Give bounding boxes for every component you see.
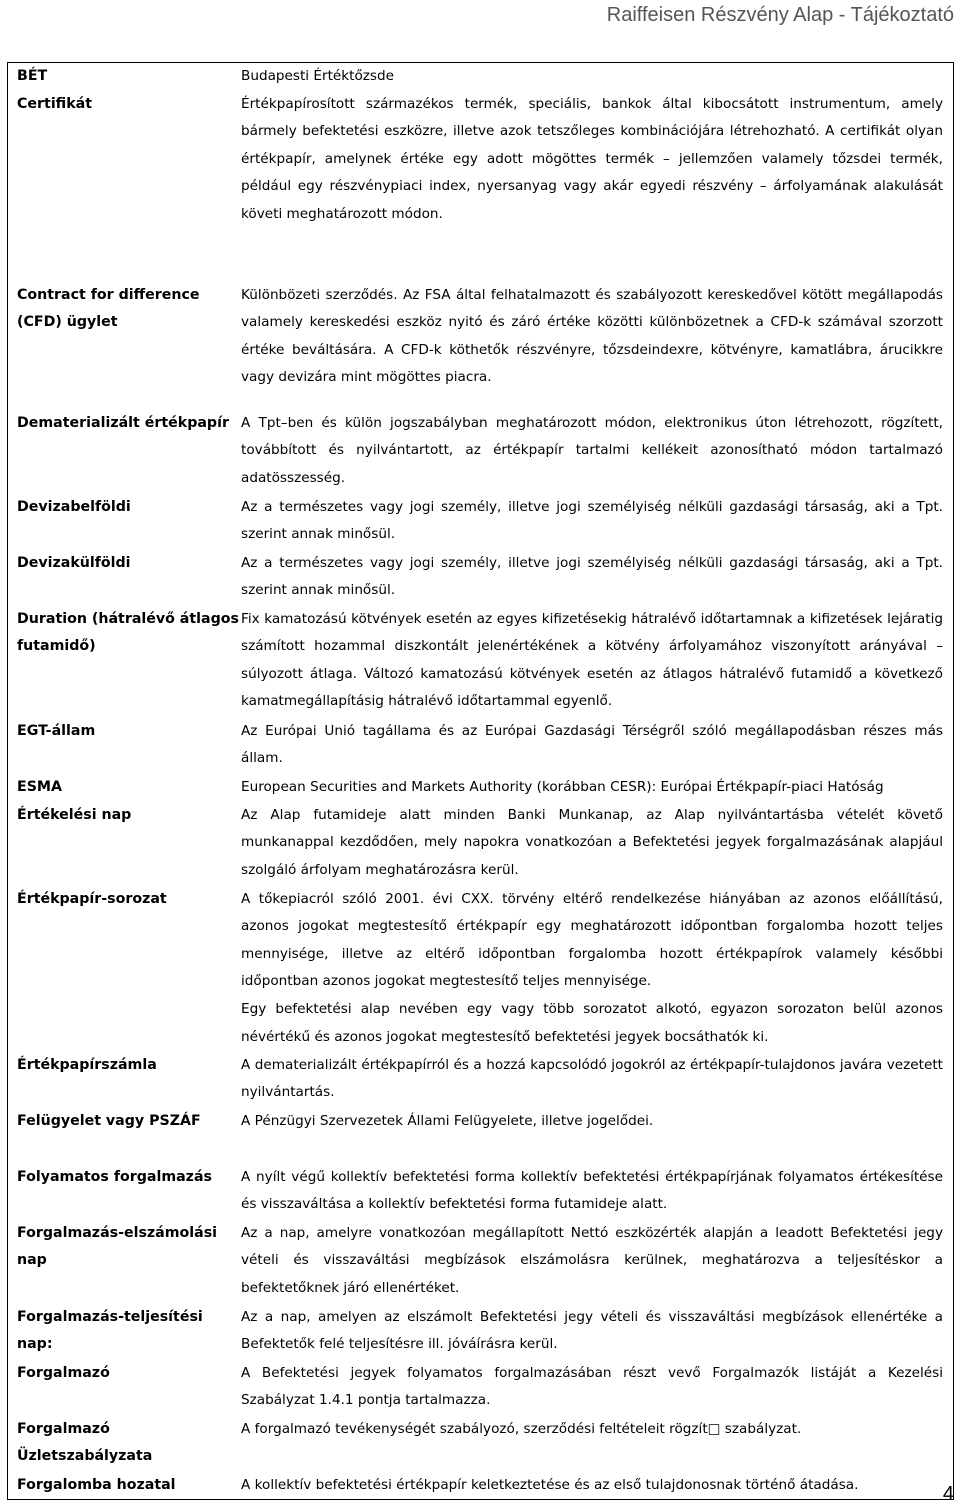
glossary-definition — [239, 886, 954, 1052]
glossary-definition: European Securities and Markets Authority (korábban CESR): Európai Értékpapír-piaci Hatóság — [241, 778, 884, 795]
glossary-term: Forgalmazó Üzletszabályzata — [17, 1420, 153, 1465]
glossary-definition: Az Alap futamideje alatt minden Banki Munkanap, az Alap nyilvántartásba vételét követő munkanappal kezdődően, mely napokra vonatkozóan a Befektetési jegyek forgalmazásának alapjául szolgáló árfolyam meghatározásra kerül. — [241, 806, 943, 878]
glossary-term: Folyamatos forgalmazás — [17, 1168, 212, 1185]
glossary-row — [8, 550, 954, 606]
glossary-term: Forgalmazás-elszámolási nap — [17, 1224, 218, 1269]
glossary-row — [8, 410, 954, 494]
glossary-definition: Fix kamatozású kötvények esetén az egyes kifizetésekig hátralévő időtartamnak a kifizetések lejáratig számított hozammal diszkontált jelenértékének a kötvény árfolyamához viszonyított arányával – súlyozott átlaga. Változó kamatozású kötvények esetén az átlagos hátralévő futamidő a következő kamatmegállapításig hátralévő időtartammal egyenlő. — [241, 610, 943, 710]
glossary-term: Dematerializált értékpapír — [17, 414, 229, 431]
glossary-row — [8, 606, 954, 718]
glossary-row — [8, 1220, 954, 1304]
glossary-definition-paragraph: Egy befektetési alap nevében egy vagy több sorozatot alkotó, egyazon sorozaton belül azonos névértékű és azonos jogokat megtestesítő befektetési jegyek bocsáthatók ki. — [241, 1000, 943, 1045]
glossary-definition: Különbözeti szerződés. Az FSA által felhatalmazott és szabályozott kereskedővel kötött megállapodás valamely kereskedési eszköz nyitó és záró értéke közötti különbözetnek a CFD-k számával szorzott értéke beváltására. A CFD-k köthetők részvényre, tőzsdeindexre, kötvényre, kamatlábra, árucikkre vagy devizára mint mögöttes piacra. — [241, 286, 943, 386]
glossary-row — [8, 1164, 954, 1220]
glossary-row — [8, 1304, 954, 1360]
glossary-row — [8, 91, 954, 282]
glossary-row — [8, 886, 954, 1052]
glossary-definition: Az a nap, amelyen az elszámolt Befektetési jegy vételi és visszaváltási megbízások ellenértéke a Befektetők felé teljesítésre ill. jóváírásra kerül. — [241, 1308, 943, 1353]
glossary-term: Felügyelet vagy PSZÁF — [17, 1112, 201, 1129]
glossary-definition: Budapesti Értéktőzsde — [241, 68, 395, 84]
glossary-table — [7, 62, 954, 1500]
glossary-term: Forgalomba hozatal — [17, 1476, 176, 1493]
glossary-term: Értékpapírszámla — [17, 1056, 157, 1073]
glossary-row — [8, 1052, 954, 1108]
glossary-definition: Az a természetes vagy jogi személy, illetve jogi személyiség nélküli gazdasági társaság, aki a Tpt. szerint annak minősül. — [241, 498, 943, 543]
glossary-row — [8, 802, 954, 886]
glossary-row — [8, 774, 954, 802]
glossary-row — [8, 1360, 954, 1416]
glossary-row — [8, 282, 954, 410]
glossary-term: Certifikát — [17, 95, 92, 112]
page-number: 4 — [942, 1483, 954, 1505]
page-header: Raiffeisen Részvény Alap - Tájékoztató — [606, 4, 954, 26]
glossary-term: Forgalmazás-teljesítési nap: — [17, 1308, 203, 1353]
glossary-term: BÉT — [17, 68, 48, 84]
glossary-row — [8, 1472, 954, 1500]
glossary-term: EGT-állam — [17, 722, 96, 739]
glossary-term: Értékpapír-sorozat — [17, 890, 167, 907]
glossary-definition: Értékpapírosított származékos termék, speciális, bankok által kibocsátott instrumentum, amely bármely befektetési eszközre, illetve azok tetszőleges kombinációjára létrehozható. A certifikát olyan értékpapír, amelynek értéke egy adott mögöttes termék – jellemzően valamely tőzsdei termék, például egy részvénypiaci index, nyersanyag vagy akár egyedi részvény – árfolyamának alakulását követi meghatározott módon. — [241, 95, 943, 222]
glossary-row — [8, 494, 954, 550]
glossary-definition-paragraph: A tőkepiacról szóló 2001. évi CXX. törvény eltérő rendelkezése hiányában az azonos előállítású, azonos jogokat megtestesítő értékpapír egy meghatározott időpontban forgalomba hozott teljes mennyisége, illetve az eltérő időpontban forgalomba hozott értékpapírok valamely későbbi időpontban azonos jogokat megtestesítő teljes mennyisége. — [241, 890, 943, 990]
glossary-term: Contract for difference (CFD) ügylet — [17, 286, 200, 331]
glossary-row — [8, 718, 954, 774]
glossary-definition: Az Európai Unió tagállama és az Európai Gazdasági Térségről szóló megállapodásban részes más állam. — [241, 722, 943, 767]
glossary-definition: A nyílt végű kollektív befektetési forma kollektív befektetési értékpapírjának folyamatos értékesítése és visszaváltása a kollektív befektetési forma futamideje alatt. — [241, 1168, 943, 1213]
glossary-definition: A forgalmazó tevékenységét szabályozó, szerződési feltételeit rögzít□ szabályzat. — [241, 1420, 802, 1437]
glossary-term: Duration (hátralévő átlagos futamidő) — [17, 610, 239, 655]
glossary-definition: A dematerializált értékpapírról és a hozzá kapcsolódó jogokról az értékpapír-tulajdonos javára vezetett nyilvántartás. — [241, 1056, 943, 1101]
glossary-term: Devizakülföldi — [17, 554, 131, 571]
glossary-definition: Az a természetes vagy jogi személy, illetve jogi személyiség nélküli gazdasági társaság, aki a Tpt. szerint annak minősül. — [241, 554, 943, 599]
glossary-row — [8, 63, 954, 91]
glossary-definition: A kollektív befektetési értékpapír keletkeztetése és az első tulajdonosnak történő átadása. — [241, 1476, 859, 1493]
glossary-definition: A Tpt–ben és külön jogszabályban meghatározott módon, elektronikus úton létrehozott, rögzített, továbbított és nyilvántartott, az értékpapír tartalmi kellékeit azonosítható módon tartalmazó adatösszesség. — [241, 414, 943, 486]
glossary-term: Forgalmazó — [17, 1364, 110, 1381]
glossary-term: Értékelési nap — [17, 806, 132, 823]
glossary-term: ESMA — [17, 778, 63, 795]
glossary-term: Devizabelföldi — [17, 498, 131, 515]
glossary-row — [8, 1108, 954, 1164]
glossary-row — [8, 1416, 954, 1472]
glossary-definition: A Pénzügyi Szervezetek Állami Felügyelete, illetve jogelődei. — [241, 1112, 654, 1129]
glossary-definition: A Befektetési jegyek folyamatos forgalmazásában részt vevő Forgalmazók listáját a Kezelési Szabályzat 1.4.1 pontja tartalmazza. — [241, 1364, 943, 1409]
glossary-definition: Az a nap, amelyre vonatkozóan megállapított Nettó eszközérték alapján a leadott Befektetési jegy vételi és visszaváltási megbízások elszámolásra kerülnek, meghatározva a teljesítéskor a befektetőknek járó ellenértéket. — [241, 1224, 943, 1296]
